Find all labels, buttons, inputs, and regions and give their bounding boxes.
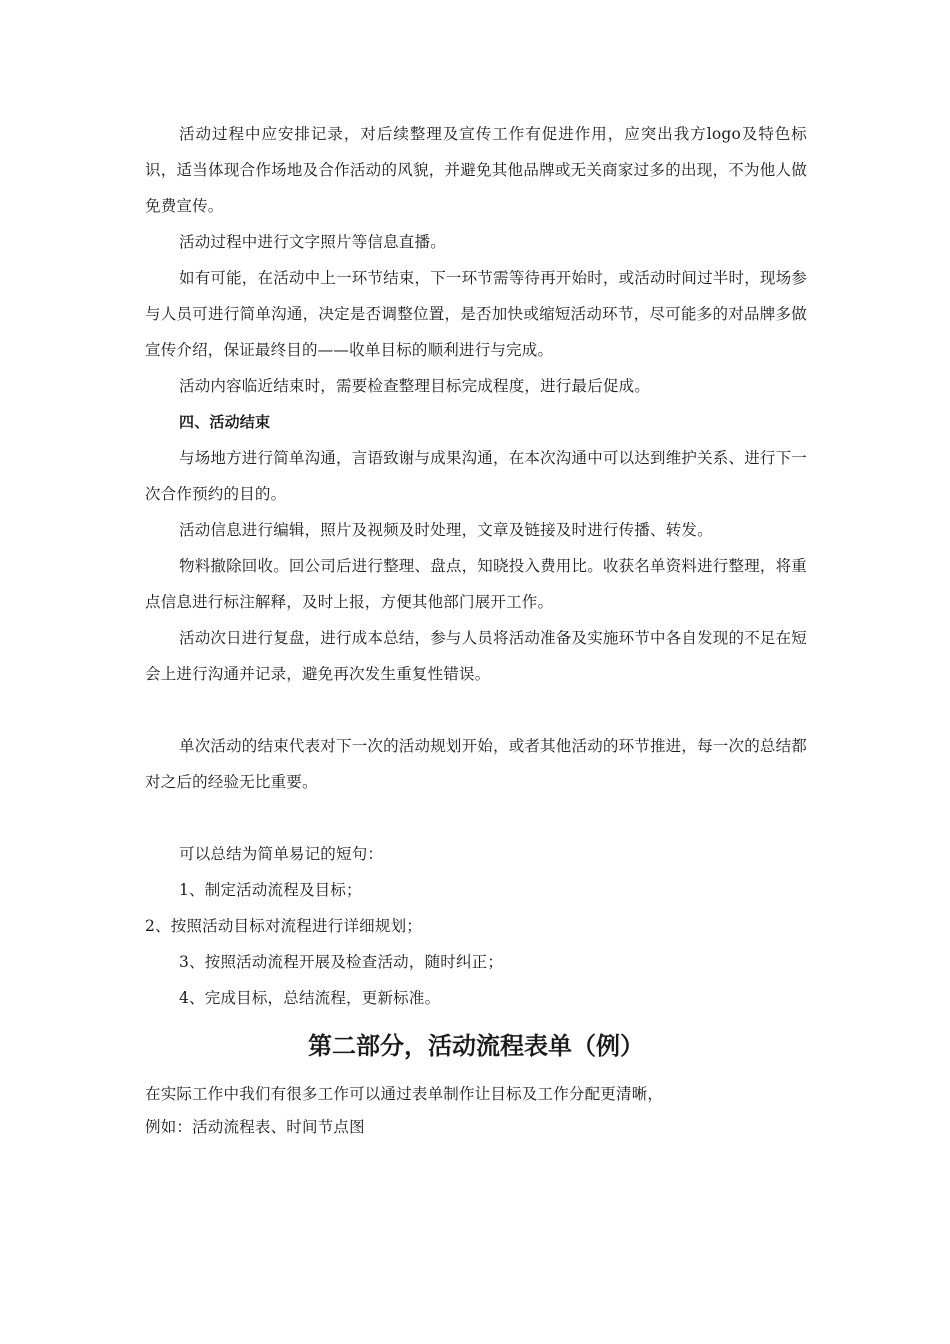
part-two-line: 在实际工作中我们有很多工作可以通过表单制作让目标及工作分配更清晰， [145,1085,664,1103]
paragraph-final-push: 活动内容临近结束时，需要检查整理目标完成程度，进行最后促成。 [179,377,651,395]
summary-item: 1、制定活动流程及目标； [179,881,362,899]
section-heading-activity-end: 四、活动结束 [179,413,271,431]
part-two-title: 第二部分，活动流程表单（例） [308,1032,644,1060]
paragraph-summary: 单次活动的结束代表对下一次的活动规划开始，或者其他活动的环节推进，每一次的总结都对之后的经验无比重要。 [145,737,808,791]
summary-item: 3、按照活动流程开展及检查活动，随时纠正； [179,953,504,971]
spacer [145,800,807,836]
document-body [145,116,807,1144]
paragraph-material-recycling: 物料撤除回收。回公司后进行整理、盘点，知晓投入费用比。收获名单资料进行整理，将重点信息进行标注解释，及时上报，方便其他部门展开工作。 [145,557,808,611]
paragraph-recording: 活动过程中应安排记录，对后续整理及宣传工作有促进作用，应突出我方logo及特色标识，适当体现合作场地及合作活动的风貌，并避免其他品牌或无关商家过多的出现，不为他人做免费宣传。 [145,125,807,215]
part-two-line: 例如：活动流程表、时间节点图 [145,1118,365,1136]
summary-intro: 可以总结为简单易记的短句： [179,845,384,863]
paragraph-info-editing: 活动信息进行编辑，照片及视频及时处理，文章及链接及时进行传播、转发。 [179,521,713,539]
paragraph-live-broadcast: 活动过程中进行文字照片等信息直播。 [179,233,446,251]
summary-item: 2、按照活动目标对流程进行详细规划； [145,917,422,935]
paragraph-review: 活动次日进行复盘，进行成本总结，参与人员将活动准备及实施环节中各自发现的不足在短会上进行沟通并记录，避免再次发生重复性错误。 [145,629,808,683]
summary-item: 4、完成目标，总结流程，更新标准。 [179,989,441,1007]
paragraph-adjustment: 如有可能，在活动中上一环节结束，下一环节需等待再开始时，或活动时间过半时，现场参与人员可进行简单沟通，决定是否调整位置，是否加快或缩短活动环节，尽可能多的对品牌多做宣传介绍，保证最终目的——收单目标的顺利进行与完成。 [145,269,808,359]
spacer [145,692,807,728]
paragraph-venue-communication: 与场地方进行简单沟通，言语致谢与成果沟通，在本次沟通中可以达到维护关系、进行下一次合作预约的目的。 [145,449,808,503]
